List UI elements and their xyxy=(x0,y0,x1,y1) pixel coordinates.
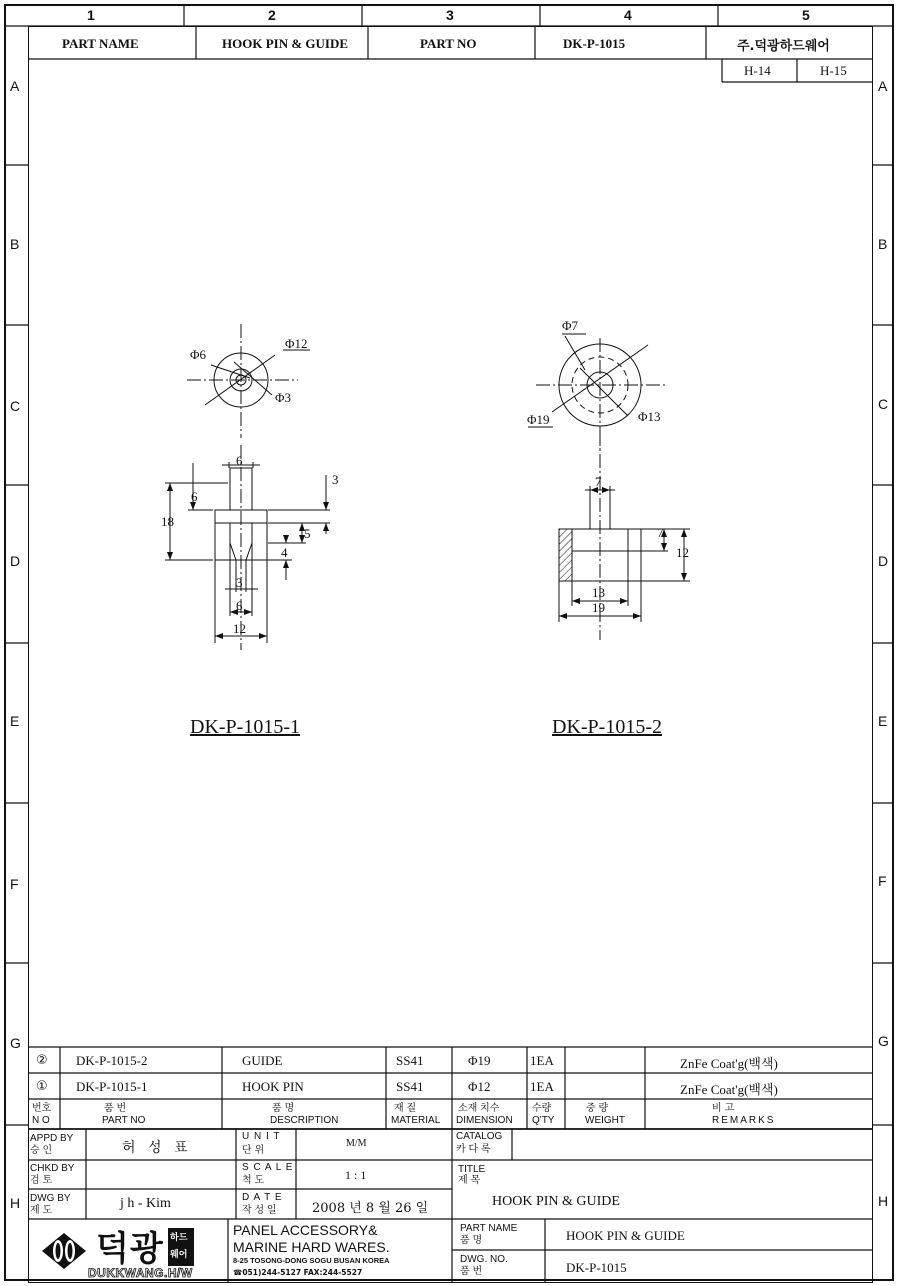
part2-dim-h12: 12 xyxy=(676,545,689,560)
column-label-4: 4 xyxy=(624,7,632,23)
bom-row-2-remarks: ZnFe Coat'g(백색) xyxy=(680,1082,778,1097)
column-label-1: 1 xyxy=(87,7,95,23)
row-label-a-right: A xyxy=(878,78,888,94)
date-value: 2008 년 8 월 26 일 xyxy=(312,1201,429,1216)
part2-dim-w19: 19 xyxy=(592,600,605,615)
catalog-en: CATALOG xyxy=(456,1131,503,1142)
part2-dim-h7: 7 xyxy=(657,525,664,540)
bom-row-1-part-no: DK-P-1015-2 xyxy=(76,1053,148,1068)
column-label-2: 2 xyxy=(268,7,276,23)
row-label-f-right: F xyxy=(878,873,887,889)
bom-row-1-dimension: Φ19 xyxy=(468,1053,491,1068)
dwg-by-ko: 제 도 xyxy=(30,1205,53,1216)
dwg-no-en: DWG. NO. xyxy=(460,1254,508,1265)
part-name-ko: 품 명 xyxy=(460,1235,483,1246)
part1-dim-h4: 4 xyxy=(281,545,288,560)
title-en: TITLE xyxy=(458,1164,486,1175)
part2-label: DK-P-1015-2 xyxy=(552,716,662,738)
part1-dim-h5: 5 xyxy=(304,526,311,541)
column-label-5: 5 xyxy=(802,7,810,23)
bom-row-2-qty: 1EA xyxy=(530,1079,554,1094)
bom-header-mat-ko: 재 질 xyxy=(394,1103,417,1114)
row-label-h: H xyxy=(10,1195,21,1211)
part2-dim-phi19: Φ19 xyxy=(527,412,550,427)
row-label-g-right: G xyxy=(878,1033,889,1049)
bom-header-qty-en: Q'TY xyxy=(532,1115,555,1126)
part2-dim-phi7: Φ7 xyxy=(562,318,579,333)
row-label-g: G xyxy=(10,1035,21,1051)
company-name: 주.덕광하드웨어 xyxy=(737,39,830,54)
row-label-e-right: E xyxy=(878,713,888,729)
bom-header-dim-ko: 소재 치수 xyxy=(458,1103,500,1114)
ref-h15: H-15 xyxy=(820,63,847,78)
row-label-d-right: D xyxy=(878,553,889,569)
bom-row-1-material: SS41 xyxy=(396,1053,424,1068)
part1-dim-w3: 3 xyxy=(236,575,243,590)
company-address: 8-25 TOSONG-DONG SOGU BUSAN KOREA xyxy=(233,1256,390,1265)
bom-row-2-material: SS41 xyxy=(396,1079,424,1094)
logo-english: DUKKWANG.H/W xyxy=(88,1266,193,1280)
part2-dim-w13: 13 xyxy=(592,585,605,600)
part1-dim-w12: 12 xyxy=(233,621,246,636)
part1-dim-h3: 3 xyxy=(332,472,339,487)
dwg-no-value: DK-P-1015 xyxy=(566,1260,627,1275)
row-label-b: B xyxy=(10,236,20,252)
row-label-b-right: B xyxy=(878,236,888,252)
column-label-3: 3 xyxy=(446,7,454,23)
appd-by-value: 허 성 표 xyxy=(122,1140,192,1156)
date-ko: 작 성 일 xyxy=(242,1205,277,1216)
part1-label: DK-P-1015-1 xyxy=(190,716,300,738)
row-label-h-right: H xyxy=(878,1193,889,1209)
row-label-c: C xyxy=(10,398,21,414)
dwg-by-en: DWG BY xyxy=(30,1193,71,1204)
bom-header-rem-en: REMARKS xyxy=(712,1115,776,1126)
part-name-en: PART NAME xyxy=(460,1223,518,1234)
bom-header-desc-en: DESCRIPTION xyxy=(270,1115,339,1126)
row-label-d: D xyxy=(10,553,21,569)
bom-header-no-en: N O xyxy=(32,1115,50,1126)
scale-ko: 척 도 xyxy=(242,1175,265,1186)
row-label-e: E xyxy=(10,713,20,729)
bom-header-part-ko: 품 번 xyxy=(104,1103,127,1114)
bom-header-weight-en: WEIGHT xyxy=(585,1115,625,1126)
part1-dim-phi12: Φ12 xyxy=(285,336,308,351)
bom-header-desc-ko: 품 명 xyxy=(272,1103,295,1114)
bom-row-2-part-no: DK-P-1015-1 xyxy=(76,1079,148,1094)
scale-value: 1 : 1 xyxy=(345,1168,367,1182)
part-name-title-value: HOOK PIN & GUIDE xyxy=(566,1228,685,1243)
bom-header-dim-en: DIMENSION xyxy=(456,1115,513,1126)
part1-dim-w6: 6 xyxy=(236,598,243,613)
unit-en: U N I T xyxy=(242,1131,281,1142)
bom-row-1-remarks: ZnFe Coat'g(백색) xyxy=(680,1056,778,1071)
bom-row-2-no: ① xyxy=(36,1079,48,1094)
part-name-value: HOOK PIN & GUIDE xyxy=(222,36,349,51)
part1-dim-h6: 6 xyxy=(191,489,198,504)
row-label-c-right: C xyxy=(878,396,889,412)
catalog-ko: 카 다 록 xyxy=(456,1144,491,1155)
part-no-label: PART NO xyxy=(420,36,477,51)
row-label-f: F xyxy=(10,876,19,892)
part1-dim-h18: 18 xyxy=(161,514,174,529)
ref-h14: H-14 xyxy=(744,63,771,78)
company-phone: ☎051)244-5127 FAX:244-5527 xyxy=(233,1268,363,1277)
logo-korean: 덕광 xyxy=(96,1229,164,1269)
bom-header-qty-ko: 수량 xyxy=(532,1103,552,1114)
bom-row-1-no: ② xyxy=(36,1053,48,1068)
dwg-no-ko: 품 번 xyxy=(460,1266,483,1277)
bom-header-no-ko: 번호 xyxy=(32,1103,52,1114)
bom-header-mat-en: MATERIAL xyxy=(391,1115,441,1126)
dwg-by-value: j h - Kim xyxy=(120,1196,171,1211)
date-en: D A T E xyxy=(242,1192,283,1203)
part2-dim-top7: 7 xyxy=(595,474,602,489)
bom-header-weight-ko: 중 량 xyxy=(586,1103,609,1114)
bom-row-2-desc: HOOK PIN xyxy=(242,1079,304,1094)
appd-by-en: APPD BY xyxy=(30,1133,74,1144)
title-value: HOOK PIN & GUIDE xyxy=(492,1194,620,1209)
part1-dim-phi6: Φ6 xyxy=(190,347,207,362)
company-line-2: MARINE HARD WARES. xyxy=(233,1239,390,1255)
bom-row-2-dimension: Φ12 xyxy=(468,1079,491,1094)
appd-by-ko: 승 인 xyxy=(30,1145,53,1156)
part-name-label: PART NAME xyxy=(62,36,139,51)
bom-header-rem-ko: 비 고 xyxy=(712,1103,735,1114)
unit-value: M/M xyxy=(346,1138,367,1149)
part1-dim-phi3: Φ3 xyxy=(275,390,292,405)
bom-row-1-qty: 1EA xyxy=(530,1053,554,1068)
logo-badge: 하드웨어 xyxy=(170,1233,188,1260)
bom-header-part-en: PART NO xyxy=(102,1115,146,1126)
company-line-1: PANEL ACCESSORY& xyxy=(233,1222,378,1238)
bom-row-1-desc: GUIDE xyxy=(242,1053,283,1068)
unit-ko: 단 위 xyxy=(242,1145,265,1156)
chkd-by-ko: 검 토 xyxy=(30,1175,53,1186)
part2-dim-phi13: Φ13 xyxy=(638,409,661,424)
scale-en: S C A L E xyxy=(242,1162,294,1173)
part1-dim-top6: 6 xyxy=(236,453,243,468)
chkd-by-en: CHKD BY xyxy=(30,1163,75,1174)
title-ko: 제 목 xyxy=(458,1175,481,1186)
part-no-value: DK-P-1015 xyxy=(563,36,626,51)
row-label-a: A xyxy=(10,78,20,94)
